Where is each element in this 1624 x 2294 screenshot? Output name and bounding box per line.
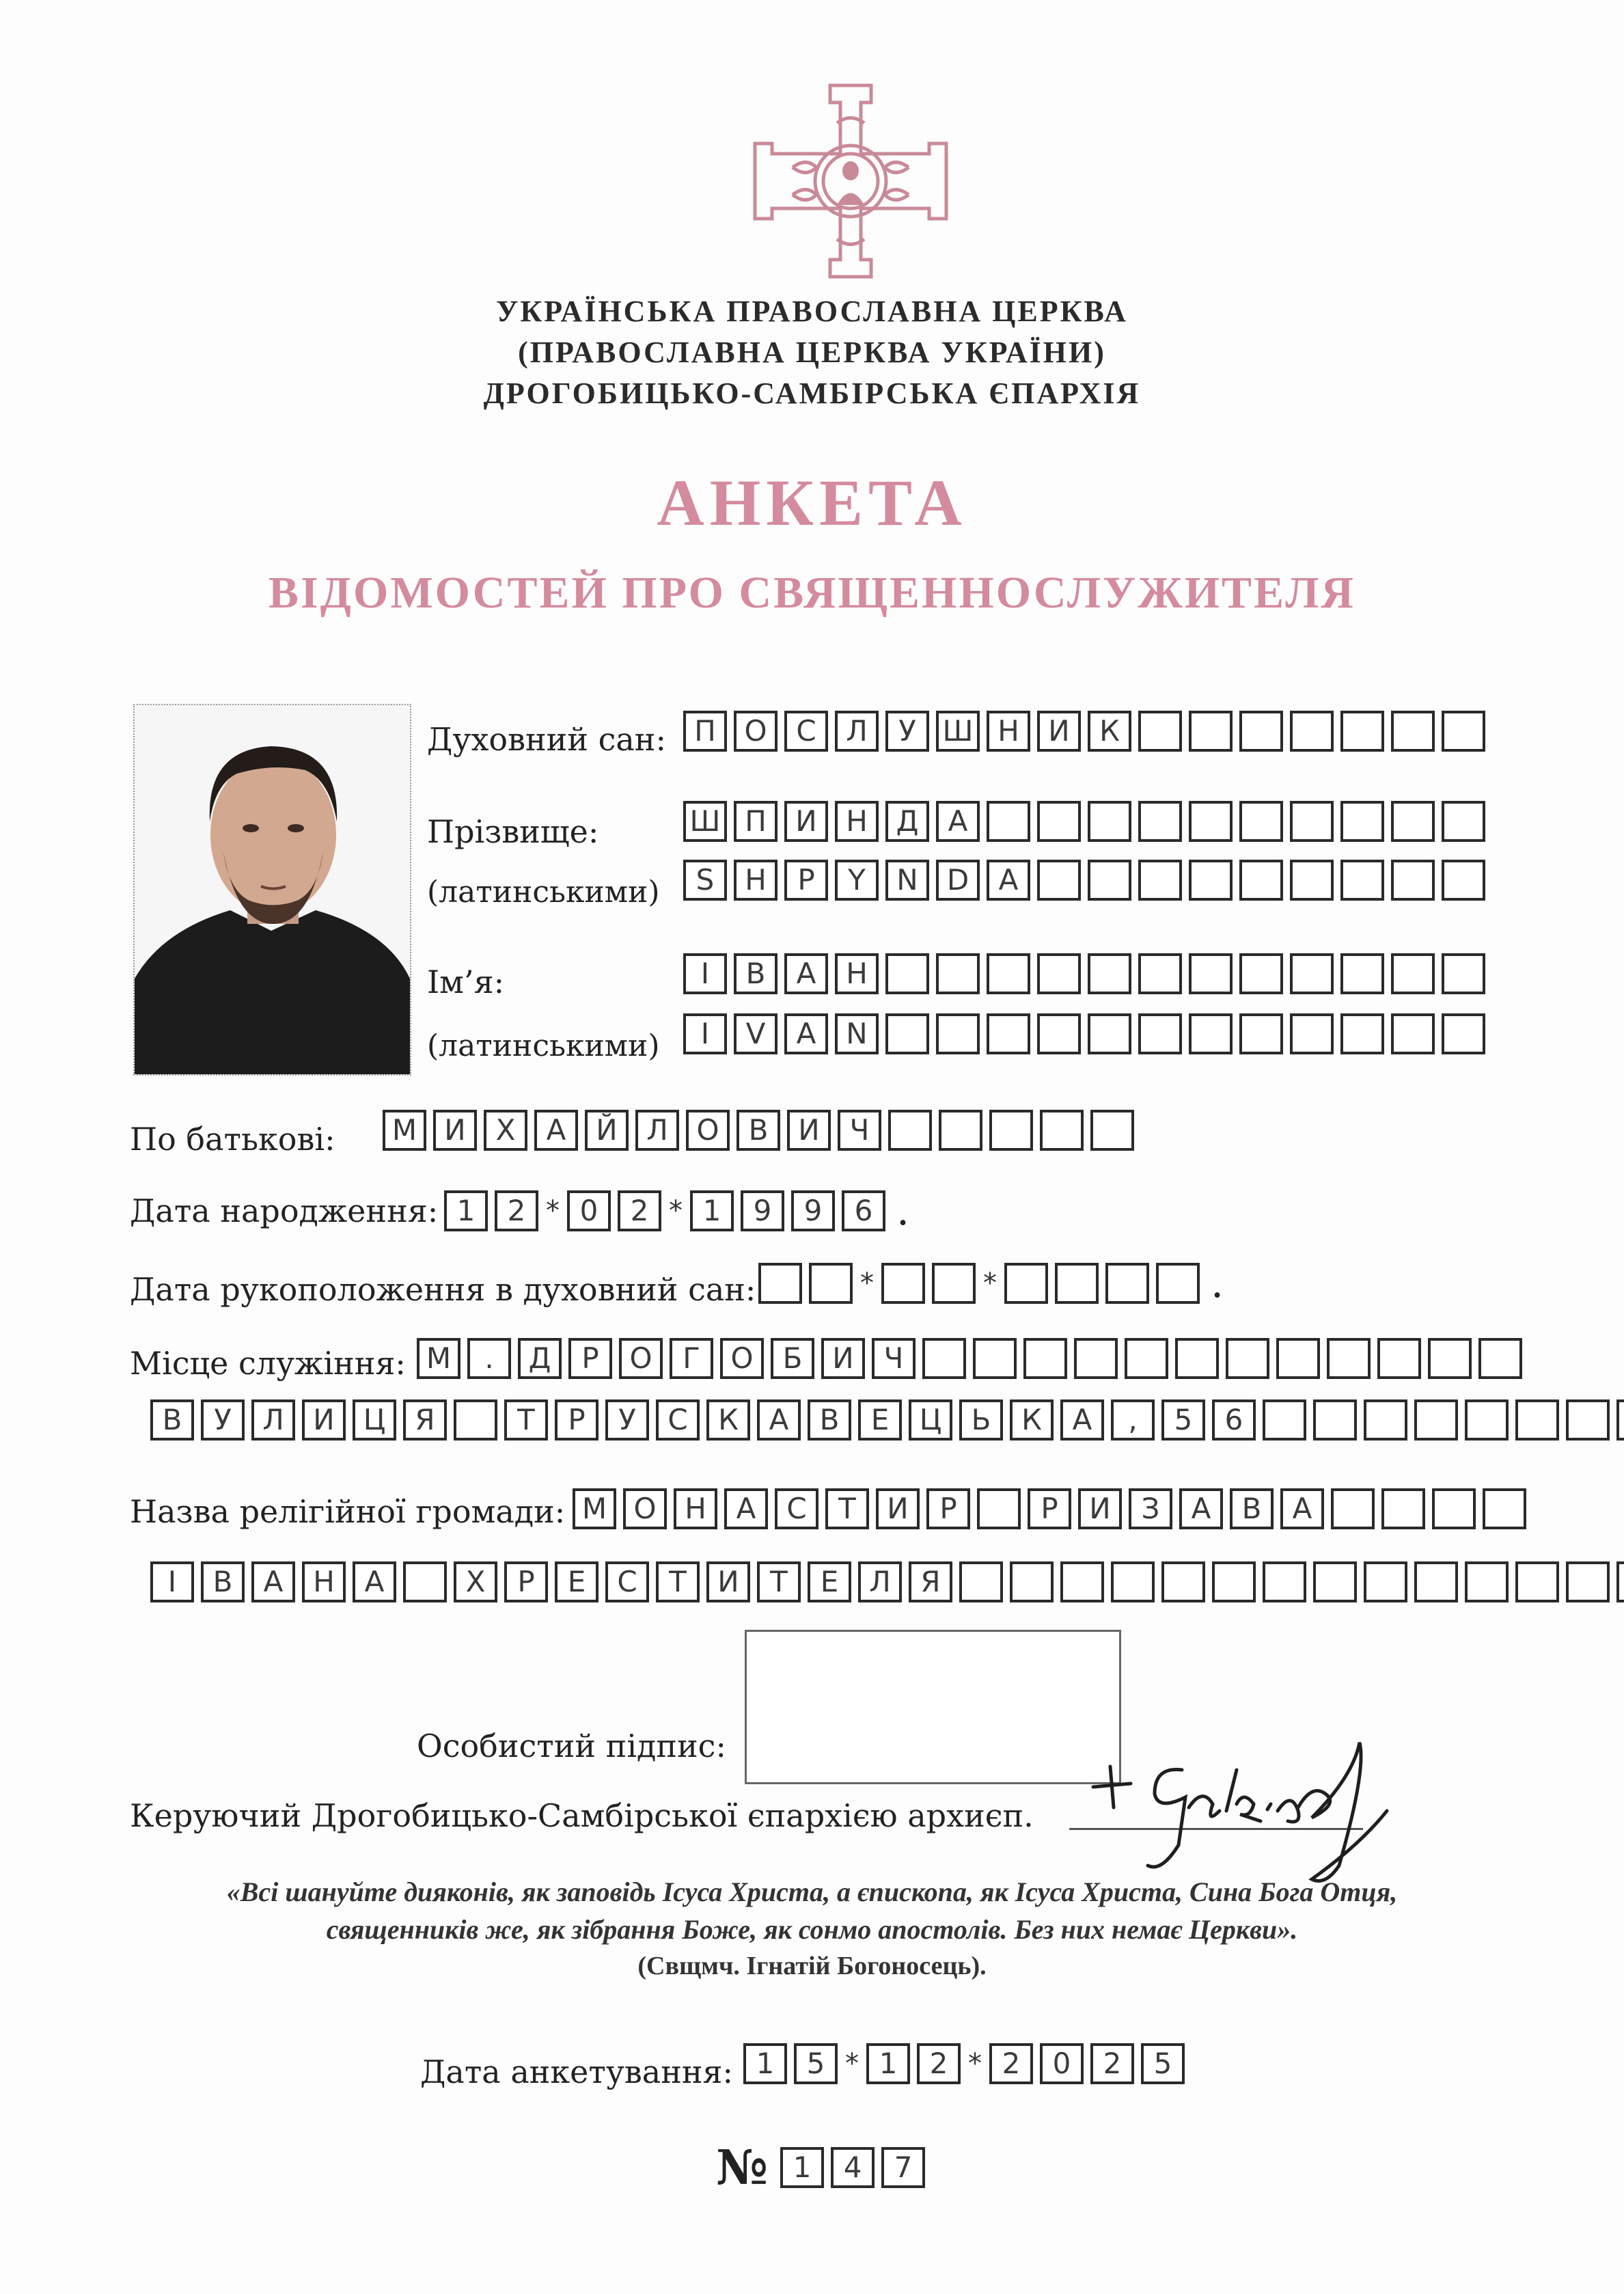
surname-latin-field[interactable] — [683, 860, 1485, 901]
char-box[interactable]: A — [987, 860, 1030, 901]
char-box[interactable]: 0 — [1040, 2043, 1084, 2084]
patronymic-label: По батькові: — [130, 1121, 335, 1158]
char-box[interactable] — [1138, 1013, 1182, 1054]
signature-label: Особистий підпис: — [417, 1728, 726, 1764]
char-box[interactable]: Л — [835, 711, 879, 752]
char-box[interactable]: С — [775, 1488, 818, 1529]
char-box[interactable]: О — [686, 1110, 730, 1151]
char-box[interactable]: А — [1179, 1488, 1223, 1529]
char-box[interactable]: В — [808, 1399, 851, 1440]
char-box[interactable]: А — [251, 1561, 295, 1602]
char-box[interactable] — [1276, 1338, 1320, 1379]
birth-date-field[interactable] — [444, 1187, 909, 1235]
char-box[interactable]: Г — [670, 1338, 713, 1379]
char-box[interactable] — [1161, 1561, 1205, 1602]
char-box[interactable]: A — [784, 1013, 828, 1054]
char-box[interactable]: Y — [835, 860, 879, 901]
char-box[interactable] — [1088, 860, 1131, 901]
char-box[interactable] — [1189, 953, 1233, 994]
char-box[interactable] — [932, 1263, 976, 1304]
char-box[interactable]: І — [150, 1561, 194, 1602]
char-box[interactable] — [1105, 1263, 1149, 1304]
char-box[interactable]: Н — [835, 953, 879, 994]
char-box[interactable]: О — [619, 1338, 663, 1379]
char-box[interactable]: У — [201, 1399, 245, 1440]
char-box[interactable]: М — [383, 1110, 426, 1151]
char-box[interactable]: К — [706, 1399, 750, 1440]
char-box[interactable]: 9 — [741, 1190, 784, 1231]
char-box[interactable] — [1391, 801, 1435, 842]
char-box[interactable]: Р — [504, 1561, 548, 1602]
bishop-label: Керуючий Дрогобицько-Самбірської єпархією архиєп. — [130, 1797, 1034, 1834]
surname-field[interactable] — [683, 801, 1485, 842]
char-box[interactable]: Л — [858, 1561, 902, 1602]
char-box[interactable]: I — [683, 1013, 727, 1054]
char-box[interactable]: Д — [518, 1338, 562, 1379]
char-box[interactable]: Ч — [872, 1338, 916, 1379]
char-box[interactable]: В — [150, 1399, 194, 1440]
char-box[interactable]: Я — [909, 1561, 952, 1602]
char-box[interactable]: С — [656, 1399, 700, 1440]
date-separator: * — [546, 1195, 560, 1227]
char-box[interactable]: . — [467, 1338, 511, 1379]
date-separator: * — [845, 2048, 859, 2079]
char-box[interactable] — [1189, 860, 1233, 901]
quote-line-1: «Всі шануйте дияконів, як заповідь Ісуса Христа, а єпископа, як Ісуса Христа, Сина Бога Отця, — [226, 1876, 1398, 1907]
ordination-date-field[interactable] — [758, 1259, 1224, 1307]
char-box[interactable] — [1088, 1013, 1131, 1054]
char-box[interactable]: Ч — [838, 1110, 881, 1151]
char-box[interactable]: И — [302, 1399, 346, 1440]
char-box[interactable]: Е — [555, 1561, 598, 1602]
char-box[interactable]: Т — [656, 1561, 700, 1602]
char-box[interactable]: И — [1037, 711, 1081, 752]
char-box[interactable]: К — [1010, 1399, 1054, 1440]
char-box[interactable] — [1088, 801, 1131, 842]
char-box[interactable] — [1189, 801, 1233, 842]
char-box[interactable] — [1074, 1338, 1118, 1379]
char-box[interactable]: Р — [555, 1399, 598, 1440]
char-box[interactable] — [1156, 1263, 1200, 1304]
char-box[interactable]: И — [876, 1488, 920, 1529]
date-separator: * — [669, 1195, 683, 1227]
char-box[interactable]: 1 — [444, 1190, 488, 1231]
char-box[interactable] — [1290, 953, 1334, 994]
char-box[interactable]: И — [706, 1561, 750, 1602]
char-box[interactable]: В — [737, 1110, 780, 1151]
char-box[interactable]: А — [353, 1561, 396, 1602]
community-label: Назва релігійної громади: — [130, 1493, 566, 1530]
char-box[interactable] — [1138, 801, 1182, 842]
char-box[interactable] — [1566, 1561, 1610, 1602]
char-box[interactable]: Ш — [683, 801, 727, 842]
signature-box[interactable] — [745, 1630, 1121, 1784]
char-box[interactable] — [936, 953, 980, 994]
char-box[interactable] — [885, 1013, 929, 1054]
birth-date-label: Дата народження: — [130, 1192, 439, 1229]
char-box[interactable]: О — [720, 1338, 764, 1379]
name-field[interactable] — [683, 953, 1485, 994]
quote-attribution: (Свщмч. Ігнатій Богоносець). — [637, 1952, 987, 1980]
char-box[interactable]: А — [1060, 1399, 1104, 1440]
char-box[interactable]: И — [784, 801, 828, 842]
org-name-line-2: (ПРАВОСЛАВНА ЦЕРКВА УКРАЇНИ) — [518, 336, 1106, 369]
service-place-field-line2[interactable] — [150, 1399, 1624, 1440]
char-box[interactable] — [1023, 1338, 1067, 1379]
char-box[interactable] — [1138, 953, 1182, 994]
char-box[interactable]: Е — [858, 1399, 902, 1440]
char-box[interactable]: Ь — [959, 1399, 1003, 1440]
char-box[interactable]: 5 — [794, 2043, 838, 2084]
char-box[interactable]: , — [1111, 1399, 1155, 1440]
bishop-signature — [1066, 1729, 1394, 1886]
char-box[interactable]: 1 — [780, 2147, 824, 2188]
char-box[interactable] — [1340, 801, 1384, 842]
char-box[interactable]: 2 — [917, 2043, 961, 2084]
number-field[interactable] — [780, 2147, 925, 2188]
char-box[interactable] — [1290, 801, 1334, 842]
char-box[interactable]: А — [757, 1399, 801, 1440]
survey-date-label: Дата анкетування: — [420, 2053, 734, 2090]
end-dot: . — [896, 1187, 910, 1235]
char-box[interactable] — [1263, 1399, 1306, 1440]
char-box[interactable]: Б — [771, 1338, 814, 1379]
char-box[interactable] — [1428, 1338, 1472, 1379]
char-box[interactable]: 6 — [1212, 1399, 1256, 1440]
char-box[interactable]: А — [1280, 1488, 1324, 1529]
char-box[interactable]: Р — [1028, 1488, 1071, 1529]
char-box[interactable] — [1340, 1013, 1384, 1054]
surname-latin-label: (латинськими) — [427, 875, 660, 910]
char-box[interactable] — [758, 1263, 802, 1304]
char-box[interactable] — [973, 1338, 1017, 1379]
char-box[interactable] — [1483, 1488, 1526, 1529]
char-box[interactable] — [1088, 953, 1131, 994]
char-box[interactable] — [987, 1013, 1030, 1054]
char-box[interactable]: С — [784, 711, 828, 752]
char-box[interactable] — [1239, 711, 1283, 752]
cross-emblem-icon — [752, 82, 950, 280]
char-box[interactable] — [987, 953, 1030, 994]
char-box[interactable]: Ц — [353, 1399, 396, 1440]
char-box[interactable] — [1566, 1399, 1610, 1440]
survey-date-field[interactable] — [743, 2043, 1185, 2084]
char-box[interactable]: У — [885, 711, 929, 752]
char-box[interactable]: D — [936, 860, 980, 901]
char-box[interactable] — [1263, 1561, 1306, 1602]
date-separator: * — [860, 1268, 874, 1299]
char-box[interactable]: Т — [504, 1399, 548, 1440]
char-box[interactable] — [1037, 801, 1081, 842]
char-box[interactable]: Л — [635, 1110, 679, 1151]
char-box[interactable] — [1377, 1338, 1421, 1379]
char-box[interactable]: З — [1129, 1488, 1172, 1529]
char-box[interactable] — [885, 953, 929, 994]
char-box[interactable] — [936, 1013, 980, 1054]
char-box[interactable]: Н — [674, 1488, 717, 1529]
char-box[interactable] — [1442, 801, 1485, 842]
char-box[interactable]: N — [835, 1013, 879, 1054]
char-box[interactable]: Н — [835, 801, 879, 842]
char-box[interactable] — [1391, 711, 1435, 752]
char-box[interactable]: 2 — [495, 1190, 538, 1231]
char-box[interactable] — [1239, 953, 1283, 994]
quote-line-2: священників же, як зібрання Боже, як сонмо апостолів. Без них немає Церкви». — [326, 1914, 1298, 1945]
ordination-date-label: Дата рукоположення в духовний сан: — [130, 1271, 756, 1308]
char-box[interactable]: 1 — [743, 2043, 787, 2084]
char-box[interactable]: А — [936, 801, 980, 842]
portrait-photo — [133, 704, 411, 1076]
char-box[interactable] — [1442, 953, 1485, 994]
char-box[interactable] — [1037, 953, 1081, 994]
char-box[interactable]: У — [605, 1399, 649, 1440]
char-box[interactable] — [1212, 1561, 1256, 1602]
char-box[interactable] — [1040, 1110, 1084, 1151]
char-box[interactable]: А — [784, 953, 828, 994]
char-box[interactable]: 2 — [618, 1190, 661, 1231]
char-box[interactable] — [403, 1561, 447, 1602]
char-box[interactable] — [1340, 711, 1384, 752]
char-box[interactable] — [1327, 1338, 1371, 1379]
char-box[interactable]: 7 — [881, 2147, 925, 2188]
surname-label: Прізвище: — [427, 813, 599, 850]
char-box[interactable] — [1290, 1013, 1334, 1054]
char-box[interactable]: Ц — [909, 1399, 952, 1440]
char-box[interactable]: 6 — [842, 1190, 885, 1231]
char-box[interactable] — [1010, 1561, 1054, 1602]
char-box[interactable]: В — [201, 1561, 245, 1602]
char-box[interactable] — [1175, 1338, 1219, 1379]
char-box[interactable]: 0 — [567, 1190, 611, 1231]
char-box[interactable]: 4 — [831, 2147, 875, 2188]
char-box[interactable] — [1616, 1561, 1624, 1602]
char-box[interactable]: Е — [808, 1561, 851, 1602]
char-box[interactable]: 1 — [866, 2043, 910, 2084]
rank-label: Духовний сан: — [427, 721, 666, 758]
char-box[interactable] — [1138, 860, 1182, 901]
char-box[interactable] — [809, 1263, 853, 1304]
char-box[interactable]: Х — [454, 1561, 497, 1602]
name-latin-field[interactable] — [683, 1013, 1485, 1054]
name-latin-label: (латинськими) — [427, 1028, 660, 1063]
char-box[interactable] — [1189, 1013, 1233, 1054]
char-box[interactable]: Й — [585, 1110, 629, 1151]
char-box[interactable] — [1331, 1488, 1375, 1529]
char-box[interactable] — [454, 1399, 497, 1440]
char-box[interactable]: H — [734, 860, 777, 901]
form-subtitle: ВІДОМОСТЕЙ ПРО СВЯЩЕННОСЛУЖИТЕЛЯ — [268, 568, 1356, 618]
form-number — [716, 2139, 925, 2196]
char-box[interactable] — [1432, 1488, 1476, 1529]
char-box[interactable] — [1111, 1561, 1155, 1602]
char-box[interactable] — [1381, 1488, 1425, 1529]
char-box[interactable]: И — [821, 1338, 865, 1379]
char-box[interactable]: Р — [568, 1338, 612, 1379]
char-box[interactable]: Я — [403, 1399, 447, 1440]
char-box[interactable] — [1391, 860, 1435, 901]
number-sign: № — [716, 2139, 769, 2196]
char-box[interactable]: Т — [825, 1488, 869, 1529]
portrait-photo-icon — [135, 705, 410, 1074]
char-box[interactable] — [888, 1110, 932, 1151]
char-box[interactable] — [959, 1561, 1003, 1602]
char-box[interactable]: В — [1230, 1488, 1274, 1529]
char-box[interactable] — [1313, 1561, 1357, 1602]
service-place-label: Місце служіння: — [130, 1345, 406, 1382]
char-box[interactable]: А — [534, 1110, 578, 1151]
char-box[interactable]: І — [683, 953, 727, 994]
char-box[interactable]: Т — [757, 1561, 801, 1602]
patronymic-field[interactable] — [383, 1110, 1134, 1151]
char-box[interactable] — [1442, 711, 1485, 752]
char-box[interactable] — [1515, 1561, 1559, 1602]
char-box[interactable]: Р — [926, 1488, 970, 1529]
char-box[interactable]: Л — [251, 1399, 295, 1440]
char-box[interactable] — [977, 1488, 1021, 1529]
char-box[interactable]: 2 — [1090, 2043, 1134, 2084]
char-box[interactable] — [1616, 1399, 1624, 1440]
char-box[interactable]: Д — [885, 801, 929, 842]
char-box[interactable]: S — [683, 860, 727, 901]
char-box[interactable] — [922, 1338, 966, 1379]
char-box[interactable] — [1442, 860, 1485, 901]
char-box[interactable]: В — [734, 953, 777, 994]
char-box[interactable] — [1442, 1013, 1485, 1054]
end-dot: . — [1211, 1259, 1224, 1307]
date-separator: * — [968, 2048, 982, 2079]
char-box[interactable]: М — [417, 1338, 460, 1379]
char-box[interactable]: П — [683, 711, 727, 752]
org-name-line-1: УКРАЇНСЬКА ПРАВОСЛАВНА ЦЕРКВА — [496, 295, 1128, 328]
char-box[interactable] — [1239, 801, 1283, 842]
char-box[interactable] — [1239, 1013, 1283, 1054]
char-box[interactable]: N — [885, 860, 929, 901]
service-place-field-line1[interactable] — [417, 1338, 1522, 1379]
char-box[interactable]: И — [1078, 1488, 1122, 1529]
char-box[interactable] — [1340, 953, 1384, 994]
char-box[interactable] — [1414, 1561, 1458, 1602]
char-box[interactable]: И — [433, 1110, 477, 1151]
rank-field[interactable] — [683, 711, 1485, 752]
char-box[interactable]: М — [573, 1488, 616, 1529]
char-box[interactable] — [1465, 1561, 1509, 1602]
char-box[interactable]: И — [787, 1110, 831, 1151]
char-box[interactable]: С — [605, 1561, 649, 1602]
char-box[interactable] — [1313, 1399, 1357, 1440]
char-box[interactable] — [939, 1110, 982, 1151]
char-box[interactable]: О — [623, 1488, 667, 1529]
org-name-line-3: ДРОГОБИЦЬКО-САМБІРСЬКА ЄПАРХІЯ — [483, 377, 1141, 410]
char-box[interactable]: П — [734, 801, 777, 842]
community-field-line2[interactable] — [150, 1561, 1624, 1602]
char-box[interactable] — [1515, 1399, 1559, 1440]
char-box[interactable] — [1414, 1399, 1458, 1440]
char-box[interactable] — [1290, 860, 1334, 901]
char-box[interactable]: 1 — [690, 1190, 734, 1231]
char-box[interactable] — [987, 801, 1030, 842]
char-box[interactable] — [1037, 860, 1081, 901]
char-box[interactable]: Н — [987, 711, 1030, 752]
char-box[interactable] — [1239, 860, 1283, 901]
char-box[interactable] — [1138, 711, 1182, 752]
char-box[interactable] — [1478, 1338, 1522, 1379]
char-box[interactable]: 9 — [791, 1190, 835, 1231]
form-title: АНКЕТА — [657, 466, 967, 539]
char-box[interactable] — [1037, 1013, 1081, 1054]
char-box[interactable]: Ш — [936, 711, 980, 752]
char-box[interactable] — [989, 1110, 1033, 1151]
char-box[interactable]: А — [724, 1488, 768, 1529]
char-box[interactable] — [1465, 1399, 1509, 1440]
char-box[interactable]: 5 — [1161, 1399, 1205, 1440]
name-label: Ім’я: — [427, 964, 505, 1000]
char-box[interactable]: Н — [302, 1561, 346, 1602]
char-box[interactable] — [1060, 1561, 1104, 1602]
char-box[interactable] — [1391, 1013, 1435, 1054]
char-box[interactable] — [1090, 1110, 1134, 1151]
char-box[interactable]: P — [784, 860, 828, 901]
char-box[interactable]: К — [1088, 711, 1131, 752]
char-box[interactable]: 2 — [989, 2043, 1033, 2084]
char-box[interactable]: Х — [484, 1110, 527, 1151]
char-box[interactable] — [1340, 860, 1384, 901]
char-box[interactable] — [1290, 711, 1334, 752]
char-box[interactable] — [1391, 953, 1435, 994]
char-box[interactable] — [1226, 1338, 1269, 1379]
char-box[interactable] — [1364, 1561, 1407, 1602]
char-box[interactable]: О — [734, 711, 777, 752]
char-box[interactable] — [1004, 1263, 1048, 1304]
char-box[interactable] — [1125, 1338, 1168, 1379]
char-box[interactable] — [881, 1263, 925, 1304]
char-box[interactable] — [1364, 1399, 1407, 1440]
char-box[interactable]: 5 — [1141, 2043, 1185, 2084]
community-field-line1[interactable] — [573, 1488, 1526, 1529]
char-box[interactable]: V — [734, 1013, 777, 1054]
date-separator: * — [983, 1268, 997, 1299]
char-box[interactable] — [1055, 1263, 1099, 1304]
char-box[interactable] — [1189, 711, 1233, 752]
